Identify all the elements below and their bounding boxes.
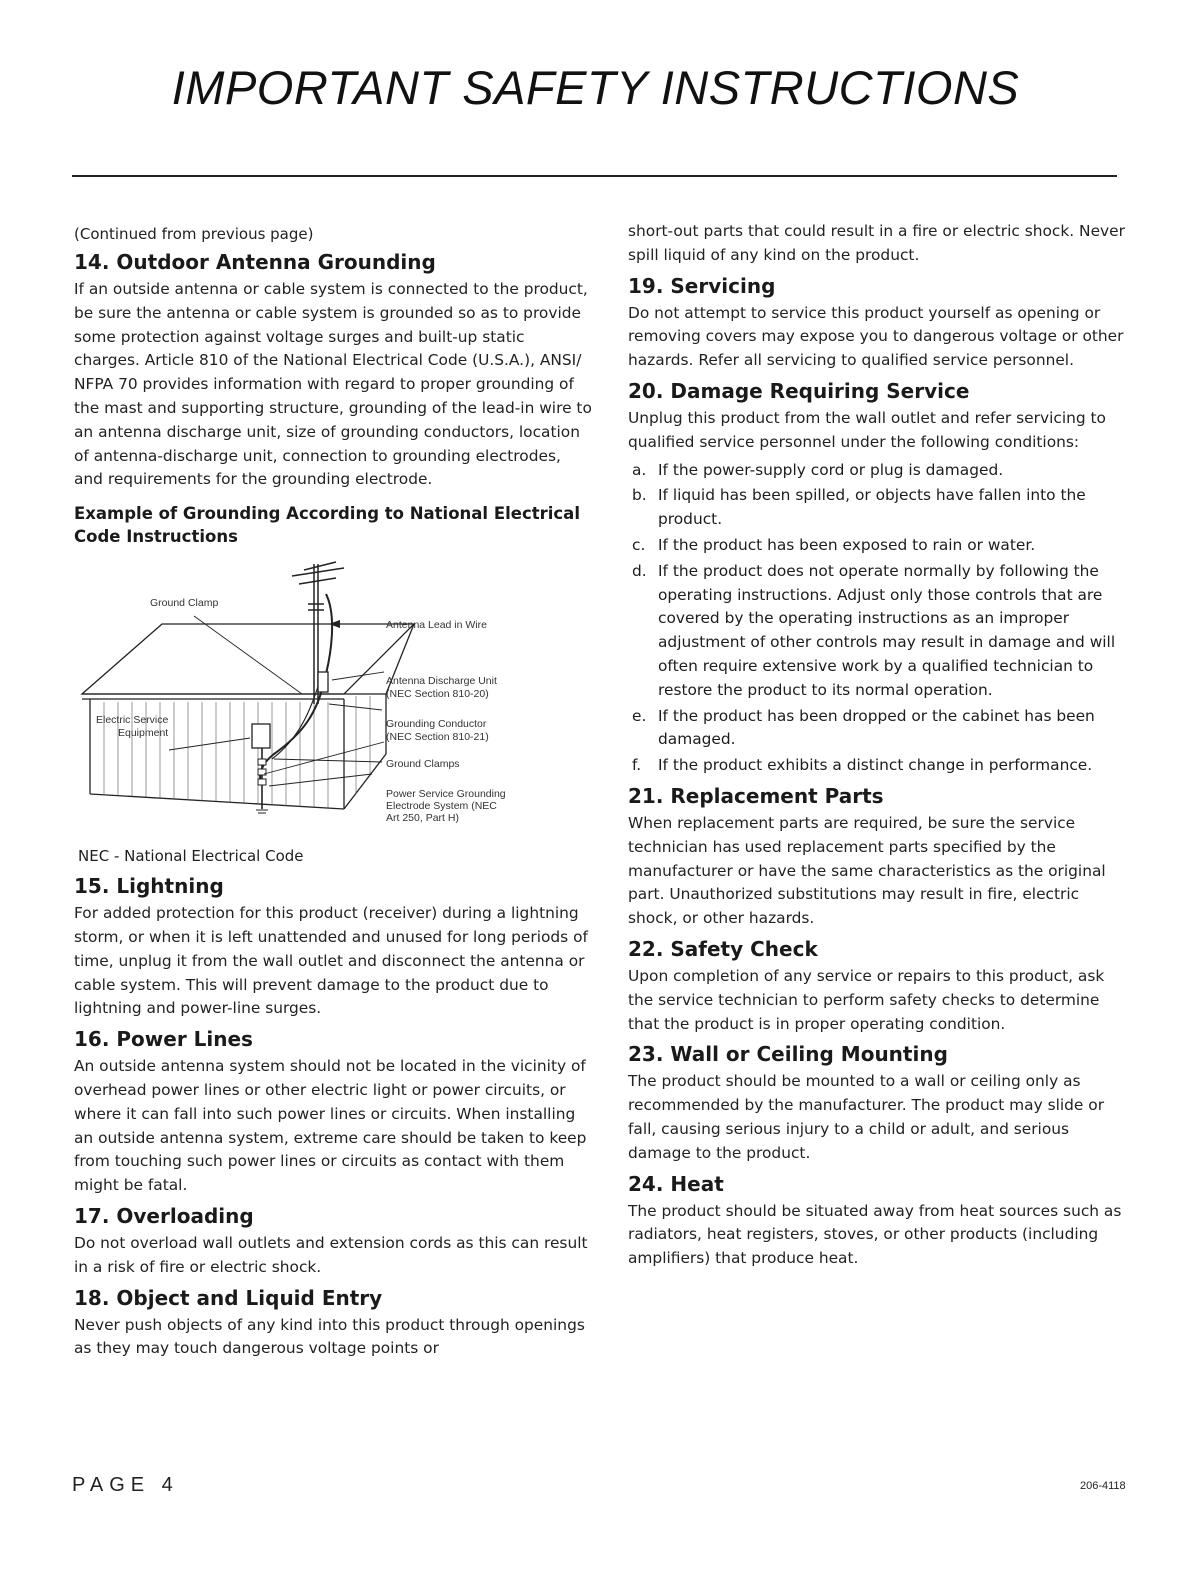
list-item-text: If liquid has been spilled, or objects have fallen into the product.	[658, 486, 1086, 529]
label-power-service-1: Power Service Grounding	[386, 788, 506, 801]
section-23-heading: 23. Wall or Ceiling Mounting	[628, 1042, 948, 1067]
label-discharge-unit: Antenna Discharge Unit	[386, 675, 497, 688]
list-item	[628, 705, 1128, 753]
damage-conditions-list	[628, 459, 1128, 778]
section-18-body: Never push objects of any kind into this product through openings as they may touch dangerous voltage points or	[74, 1315, 585, 1358]
list-item	[628, 534, 1128, 558]
section-24-heading: 24. Heat	[628, 1171, 724, 1196]
label-ground-clamps: Ground Clamps	[386, 758, 460, 771]
list-marker: a.	[632, 460, 647, 479]
document-code: 206-4118	[1080, 1480, 1126, 1492]
section-17-heading: 17. Overloading	[74, 1203, 254, 1228]
section-14-body: If an outside antenna or cable system is connected to the product, be sure the antenna or cable system is grounded so as to provide some protection against voltage surges and built-up static charges. Article 810 of the National Electrical Code (U.S.A.), ANSI/ NFPA 70 provides information with regard to proper grounding of the mast and supporting structure, grounding of the lead-in wire to an antenna discharge unit, size of grounding conductors, location of antenna-discharge unit, connection to grounding electrodes, and requirements for the grounding electrode.	[74, 280, 592, 489]
list-item-text: If the product has been dropped or the cabinet has been damaged.	[658, 706, 1095, 749]
section-15-body: For added protection for this product (receiver) during a lightning storm, or when it is left unattended and unused for long periods of time, unplug it from the wall outlet and disconnect the antenna or cable system. This will prevent damage to the product due to lightning and power-line surges.	[74, 904, 588, 1018]
section-21-body: When replacement parts are required, be sure the service technician has used replacement parts specified by the manufacturer or have the same characteristics as the original part. Unauthorized substitutions may result in fire, electric shock, or other hazards.	[628, 813, 1106, 928]
list-item-text: If the product does not operate normally by following the operating instructions. Adjust only those controls that are covered by the operating instructions as an improper adjustment of other controls may result in damage and will often require extensive work by a qualified technician to restore the product to its normal operation.	[658, 561, 1116, 699]
section-14-heading: 14. Outdoor Antenna Grounding	[74, 250, 436, 274]
list-marker: b.	[632, 486, 647, 505]
section-20-body: Unplug this product from the wall outlet and refer servicing to qualified service personnel under the following conditions:	[628, 408, 1106, 451]
list-marker: f.	[632, 756, 642, 775]
label-power-service-2: Electrode System (NEC	[386, 800, 497, 813]
list-item	[628, 754, 1128, 778]
label-antenna-lead-in: Antenna Lead in Wire	[386, 619, 487, 632]
section-23-body: The product should be mounted to a wall or ceiling only as recommended by the manufacturer. The product may slide or fall, causing serious injury to a child or adult, and serious damage to the product.	[628, 1072, 1105, 1162]
list-item-text: If the product has been exposed to rain or water.	[658, 535, 1036, 554]
page-number: PAGE 4	[72, 1474, 179, 1496]
section-16-body: An outside antenna system should not be located in the vicinity of overhead power lines or other electric light or power circuits, or where it can fall into such power lines or circuits. When installing an outside antenna system, extreme care should be taken to keep from touching such power lines or circuits as contact with them might be fatal.	[74, 1057, 587, 1195]
section-15-heading: 15. Lightning	[74, 874, 224, 899]
section-22-body: Upon completion of any service or repairs to this product, ask the service technician to perform safety checks to determine that the product is in proper operating condition.	[628, 966, 1105, 1033]
left-column	[74, 220, 594, 1363]
section-19-body: Do not attempt to service this product yourself as opening or removing covers may expose you to dangerous voltage or other hazards. Refer all servicing to qualified service personnel.	[628, 303, 1124, 370]
label-power-service-3: Art 250, Part H)	[386, 812, 459, 825]
list-item	[628, 560, 1128, 703]
label-grounding-conductor-nec: (NEC Section 810-21)	[386, 731, 489, 744]
section-17-body: Do not overload wall outlets and extension cords as this can result in a risk of fire or electric shock.	[74, 1233, 588, 1276]
section-18-body-continued: short-out parts that could result in a fire or electric shock. Never spill liquid of any kind on the product.	[628, 222, 1125, 264]
section-20-heading: 20. Damage Requiring Service	[628, 378, 970, 403]
page-title: IMPORTANT SAFETY INSTRUCTIONS	[171, 61, 1020, 114]
label-ground-clamp: Ground Clamp	[150, 597, 219, 610]
list-item	[628, 484, 1128, 532]
section-24-body: The product should be situated away from heat sources such as radiators, heat registers, stoves, or other products (including amplifiers) that produce heat.	[628, 1201, 1122, 1268]
list-item-text: If the power-supply cord or plug is damaged.	[658, 460, 1004, 479]
right-column	[628, 220, 1128, 1273]
continued-note: (Continued from previous page)	[74, 225, 314, 243]
list-item-text: If the product exhibits a distinct change in performance.	[658, 756, 1093, 775]
section-19-heading: 19. Servicing	[628, 273, 776, 298]
list-marker: e.	[632, 706, 647, 725]
section-16-heading: 16. Power Lines	[74, 1027, 253, 1052]
label-grounding-conductor: Grounding Conductor	[386, 718, 487, 731]
label-equipment: Equipment	[118, 727, 169, 740]
nec-note: NEC - National Electrical Code	[78, 847, 304, 866]
section-18-heading: 18. Object and Liquid Entry	[74, 1285, 383, 1310]
label-electric-service: Electric Service	[96, 714, 169, 727]
list-marker: d.	[632, 561, 647, 580]
list-marker: c.	[632, 535, 646, 554]
grounding-example-heading: Example of Grounding According to National Electrical Code Instructions	[74, 504, 580, 547]
title-rule	[72, 175, 1117, 177]
label-discharge-nec: (NEC Section 810-20)	[386, 688, 489, 701]
grounding-diagram-svg	[74, 554, 594, 844]
list-item	[628, 459, 1128, 483]
section-22-heading: 22. Safety Check	[628, 936, 818, 961]
antenna-grounding-diagram	[74, 554, 594, 844]
section-21-heading: 21. Replacement Parts	[628, 783, 884, 808]
